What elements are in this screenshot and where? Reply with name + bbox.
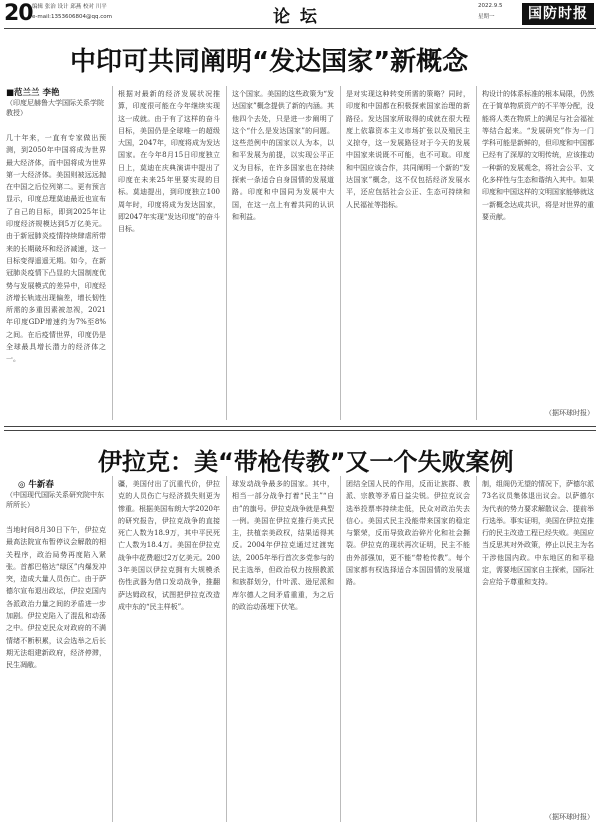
article2-column-4: 团结全国人民的作用，反而让族群、教派、宗教等矛盾日益尖锐。伊拉克议会选举投票率持续走低，民众对政治失去信心。美国式民主没能带来国家的稳定与繁荣，反而导致政治碎片化和社会撕裂。伊拉克的现状再次证明，民主不能由外部强加，更不能“带枪传教”。每个国家都有权选择适合本国国情的发展道路。 xyxy=(346,480,470,587)
article2-byline: ◎ 牛新春 xyxy=(18,480,54,490)
article2-headline: 伊拉克：美“带枪传教”又一个失败案例 xyxy=(98,448,514,476)
column-divider xyxy=(476,476,477,822)
column-divider xyxy=(112,476,113,822)
article1-byline: ■范兰兰 李艳 xyxy=(6,88,60,98)
article2-column-3: 球发动战争最多的国家。其中，相当一部分战争打着“民主”“自由”的旗号。伊拉克战争就是典型一例。美国在伊拉克推行美式民主，扶植亲美政权，结果适得其反。2004年伊拉克通过过渡宪法，2005年举行首次多党参与的民主选举，但政治权力按照教派和族群划分，什叶派、逊尼派和库尔德人之间矛盾重重，为之后的政治动荡埋下伏笔。 xyxy=(232,480,334,611)
article1-column-3: 这个国家。美国的这些政策为“发达国家”概念提供了新的内涵。其他四个去处，只是进一步阐明了这个“什么是发达国家”的问题。这些范例中的国家以人为本，以和平发展为前提，以实现公平正义为目标，在许多国家也在持续探索一条适合自身国情的发展道路。印度和中国同为发展中大国，在这一点上有着共同的认识和利益。 xyxy=(232,90,334,221)
article2-column-5: 制，组阁仍无望的情况下，萨德尔派73名议员集体退出议会。以萨德尔为代表的势力要求解散议会、提前举行选举。事实证明，美国在伊拉克推行的民主改造工程已经失败。美国应当反思其对外政策，停止以民主为名干涉他国内政。中东地区的和平稳定，需要地区国家自主探索，国际社会应给予尊重和支持。 xyxy=(482,480,594,587)
article1-affiliation: （印度尼赫鲁大学国际关系学院教授） xyxy=(6,99,104,117)
issue-date: 2022.9.5 xyxy=(478,3,503,9)
article1-headline: 中印可共同阐明“发达国家”新概念 xyxy=(70,47,469,77)
editor-credits: 编辑 张治 设计 邱燕 校对 川平 xyxy=(32,4,107,10)
article1-column-1: 几十年来，一直有专家做出预测，到2050年中国将成为世界最大经济体，而中国将成为世界第一大经济体。美国则被远远抛在中国之后位列第二。更有预言显示，印度总理莫迪最近也宣布了自己的目标，即到2025年让印度经济规模达到5万亿美元。由于新冠肺炎疫情持续肆虐所带来的长期破坏和经济减速，这一目标变得遥遥无期。如今，在新冠肺炎疫情下凸显的大国制度优势与发展模式的差异中，印度经济增长轨迹出现偏差，增长韧性所需的多重因素被忽视，2021年印度GDP增速约为7%至8%之间。在后疫情世界，印度仍是全球最具增长潜力的经济体之一。 xyxy=(6,134,106,364)
article1-column-5: 构设计的体系标准的根本局限，仍然在于简单物质资产的不平等分配，没能将人类在物质上的满足与社会福祉等结合起来。“发展研究”作为一门学科可能是新鲜的，但印度和中国都已经有了深厚的文明传统，应该推动一种新的发展观念，将社会公平、文化多样性与生态和谐纳入其中。如果印度和中国这样的文明国家能够就这一新概念达成共识，将是对世界的重要贡献。 xyxy=(482,90,594,221)
article1-column-2: 根据对最新的经济发展状况推算，印度很可能在今年继续实现这一成就。由于有了这样的奋斗目标，美国仍是全球唯一的超级大国，2047年，印度将成为发达国家。在今年8月15日印度独立日上，莫迪在庆典演讲中提出了印度在未来25年里要实现的目标。莫迪提出，到印度独立100周年时，印度将成为发达国家，即2047年实现“发达印度”的奋斗目标。 xyxy=(118,90,220,234)
header-divider xyxy=(4,28,596,29)
article2-affiliation: （中国现代国际关系研究院中东所所长） xyxy=(6,491,104,509)
column-divider xyxy=(226,476,227,822)
article1-column-4: 是对实现这种转变所需的策略？同时，印度和中国都在积极探索国家治理的新路径。发达国家所取得的成就在很大程度上依靠资本主义市场扩张以及殖民主义掠夺，这一发展路径对于今天的发展中国家来说既不可能，也不可取。印度和中国应该合作，共同阐明一个新的“发达国家”概念，这不仅包括经济发展水平，还应包括社会公正、生态可持续和人民福祉等指标。 xyxy=(346,90,470,209)
article1-source-note: （据环球时报） xyxy=(545,409,594,417)
column-divider xyxy=(112,86,113,420)
issue-weekday: 星期一 xyxy=(478,14,495,20)
article2-source-note: （据环球时报） xyxy=(545,813,594,821)
contact-email: e-mail:1353606804@qq.com xyxy=(32,14,112,20)
column-divider xyxy=(476,86,477,420)
column-divider xyxy=(226,86,227,420)
article-divider xyxy=(4,430,596,431)
page-number: 20 xyxy=(4,1,33,26)
article-divider xyxy=(4,426,596,427)
article2-column-1: 当地时间8月30日下午，伊拉克最高法院宣布暂停议会解散的相关程序，政治局势再度陷入紧张。首都巴格达“绿区”内爆发冲突，造成大量人员伤亡。由于萨德尔宣布退出政坛，伊拉克国内各派政治力量之间的矛盾进一步加剧。伊拉克陷入了混乱和动荡之中。伊拉克民众对政府的不满情绪不断积累，议会选举之后长期无法组建新政府，经济停滞，民生凋敝。 xyxy=(6,526,106,670)
article2-column-2: 疆，美国付出了沉重代价，伊拉克的人员伤亡与经济损失则更为惨重。根据美国布朗大学2020年的研究报告，伊拉克战争的直接死亡人数为18.9万，其中平民死亡人数为18.4万。美国在伊拉克战争中花费超过2万亿美元。2003年美国以伊拉克拥有大规模杀伤性武器为借口发动战争，推翻萨达姆政权，试图把伊拉克改造成中东的“民主样板”。 xyxy=(118,480,220,611)
section-title: 论 坛 xyxy=(273,7,319,27)
column-divider xyxy=(340,476,341,822)
newspaper-logo: 国防时报 xyxy=(522,3,594,25)
column-divider xyxy=(340,86,341,420)
